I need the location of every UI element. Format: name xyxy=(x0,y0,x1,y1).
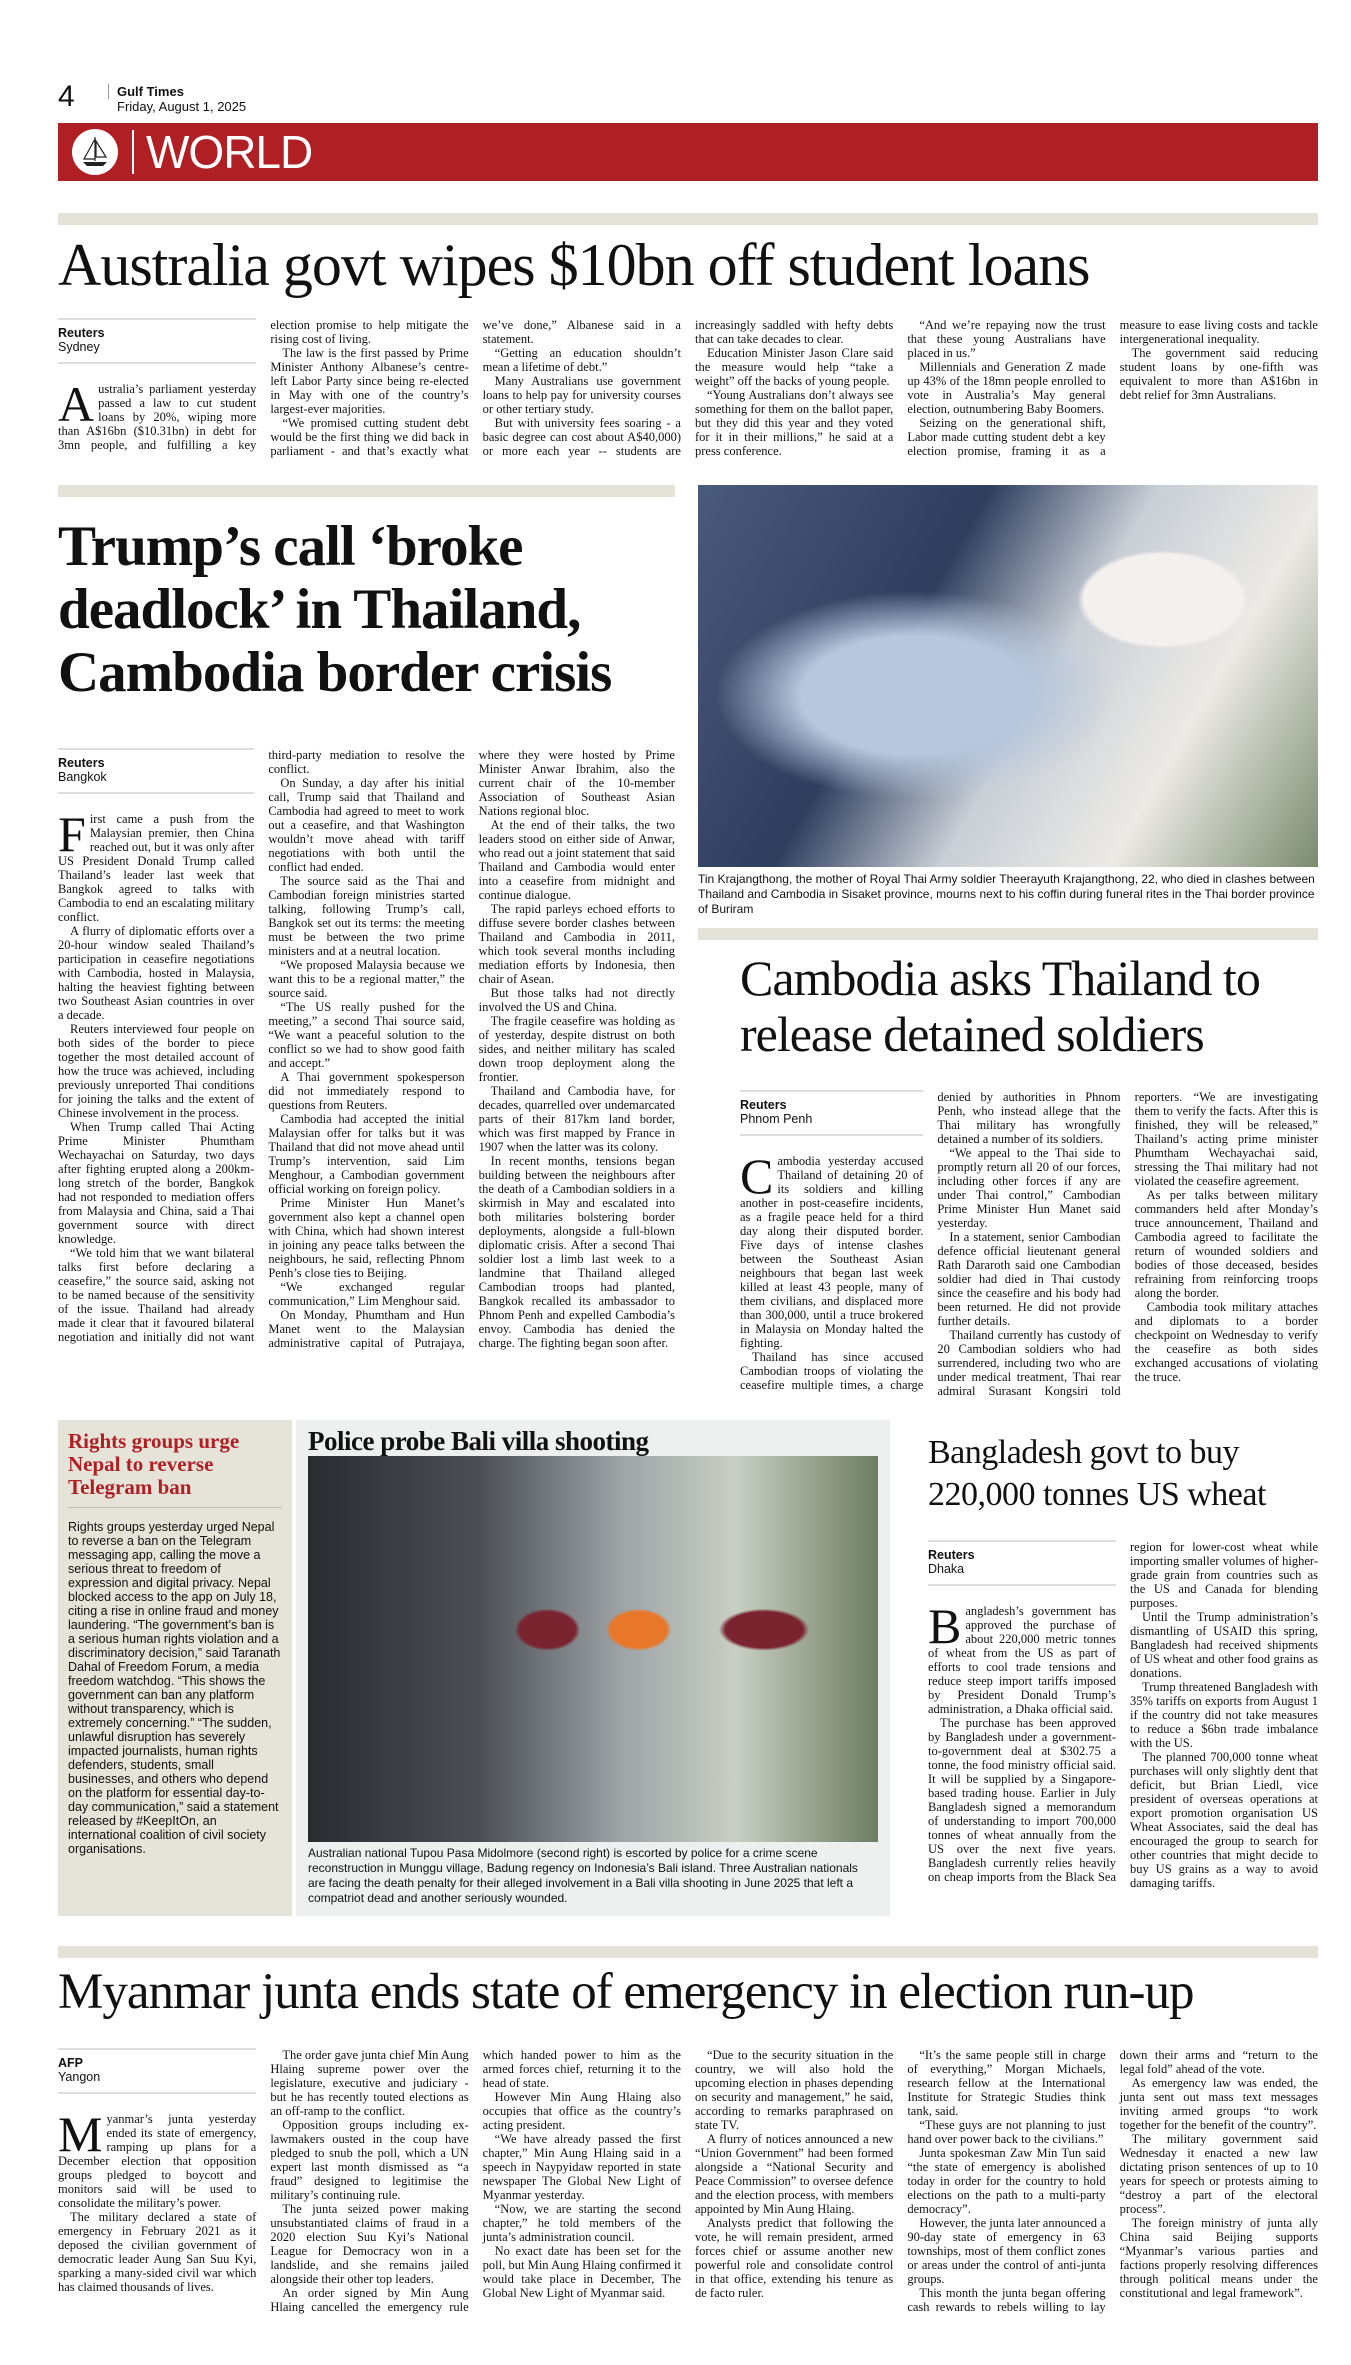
paragraph: The purchase has been approved by Bangladesh under a government-to-government deal at $302.75 a tonne, the food ministry official said. It will be supplied by a Singapore-based trading house. Earlier in July Bangladesh signed a memorandum of understanding to import 700,000 tonnes of wheat annually from the US over the next five years. Bangladesh currently relies heavily on cheap imports from the Black Sea region for lower-cost wheat while importing smaller volumes of higher-grade grain from countries such as the US and Canada for blending purposes. xyxy=(928,1540,1318,1884)
paragraph: Junta spokesman Zaw Min Tun said “the state of emergency is abolished today in order for the country to hold elections on the path to a multi-party democracy”. xyxy=(907,2146,1106,2216)
paragraph: Seizing on the generational shift, Labor made cutting student debt a key election promise, framing it as a measure to ease living costs and tackle intergenerational inequality. xyxy=(907,318,1318,458)
paragraph: “We proposed Malaysia because we want this to be a regional matter,” the source said. xyxy=(268,958,465,1000)
dateline: Dhaka xyxy=(928,1562,965,1576)
bali-police-photo xyxy=(308,1456,878,1842)
sidebar-headline: Rights groups urge Nepal to reverse Telegram ban xyxy=(68,1430,282,1508)
paragraph: Cambodia took military attaches and diplomats to a border checkpoint on Wednesday to verify the ceasefire as both sides exchanged accusations of violating the truce. xyxy=(1134,1300,1318,1384)
section-banner xyxy=(58,123,1318,181)
rule xyxy=(698,928,1318,940)
section-title: WORLD xyxy=(146,126,313,178)
paragraph: An order signed by Min Aung Hlaing cancelled the emergency rule which handed power to him as the armed forces chief, returning it to the head of state. xyxy=(270,2048,681,2314)
paragraph: “It’s the same people still in charge of everything,” Morgan Michaels, research fellow at the International Institute for Strategic Studies think tank, said. xyxy=(907,2048,1106,2118)
paragraph: When Trump called Thai Acting Prime Minister Phumtham Wechayachai on Saturday, two days after fighting erupted along a 200km-long stretch of the border, Bangkok had not responded to mediation offers from Malaysia and China, said a Thai government source with direct knowledge. xyxy=(58,1120,255,1246)
byline xyxy=(740,1090,923,1136)
paragraph: “We exchanged regular communication,” Lim Menghour said. xyxy=(268,1280,465,1308)
paragraph: “And we’re repaying now the trust that these young Australians have placed in us.” xyxy=(907,318,1106,360)
paragraph: Millennials and Generation Z made up 43% of the 18mn people enrolled to vote in Australia’s May general election, outnumbering Baby Boomers. xyxy=(907,360,1106,416)
paragraph: “Young Australians don’t always see something for them on the ballot paper, but they did this year and they voted for it in their millions,” he said at a press conference. xyxy=(694,388,894,458)
agency: Reuters xyxy=(740,1098,787,1112)
article-bangladesh xyxy=(928,1540,1318,1890)
paragraph: On Sunday, a day after his initial call, Trump said that Thailand and Cambodia had agreed to meet to work out a ceasefire, and that Washington wouldn’t move ahead with tariff negotiations with both until the conflict had ended. xyxy=(268,776,465,874)
paragraph: Education Minister Jason Clare said the measure would help “take a weight” off the backs of young people. xyxy=(694,346,894,388)
article-myanmar xyxy=(58,2048,1318,2314)
funeral-photo xyxy=(698,485,1318,867)
paragraph: A Thai government spokesperson did not immediately respond to questions from Reuters. xyxy=(268,1070,465,1112)
publication-name: Gulf Times xyxy=(108,84,184,99)
paragraph: The planned 700,000 tonne wheat purchases will only slightly dent that deficit, but Brian Liedl, vice president of overseas operations at export promotion organisation US Wheat Associates, said the deal has encouraged the group to search for other countries that might decide to buy US grains as a way to avoid damaging tariffs. xyxy=(1130,1750,1318,1890)
paragraph: A flurry of notices announced a new “Union Government” had been formed alongside a “National Security and Peace Commission” to oversee defence and the election process, with members appointed by Min Aung Hlaing. xyxy=(694,2132,894,2216)
paragraph: “Getting an education shouldn’t mean a lifetime of debt.” xyxy=(482,346,681,374)
rule xyxy=(58,1946,1318,1958)
paragraph: The junta seized power making unsubstantiated claims of fraud in a 2020 election Suu Kyi’s National League for Democracy won in a landslide, and she remains jailed alongside their other top leaders. xyxy=(270,2202,469,2286)
agency: Reuters xyxy=(58,326,105,340)
paragraph: A flurry of diplomatic efforts over a 20-hour window sealed Thailand’s participation in ceasefire negotiations with Cambodia, hosted in Malaysia, halting the heaviest fighting between two Southeast Asian countries in over a decade. xyxy=(58,924,255,1022)
headline-cambodia: Cambodia asks Thailand to release detained soldiers xyxy=(740,950,1260,1062)
paragraph: Thailand and Cambodia have, for decades, quarrelled over undemarcated parts of their 817km land border, which was first mapped by France in 1907 when the latter was its colony. xyxy=(478,1084,675,1154)
headline-trump-call: Trump’s call ‘broke deadlock’ in Thailand, Cambodia border crisis xyxy=(58,515,612,704)
paragraph: As per talks between military commanders held after Monday’s truce announcement, Thailand and Cambodia agreed to facilitate the return of wounded soldiers and bodies of those deceased, besides refraining from reinforcing troops along the border. xyxy=(1134,1188,1318,1300)
paragraph: Cambodia had accepted the initial Malaysian offer for talks but it was Thailand that did not move ahead until Trump’s intervention, said Lim Menghour, a Cambodian government official working on foreign policy. xyxy=(268,1112,465,1196)
paragraph: The fragile ceasefire was holding as of yesterday, despite distrust on both sides, and neither military has scaled down troop deployment along the frontier. xyxy=(478,1014,675,1084)
headline-australia: Australia govt wipes $10bn off student loans xyxy=(58,232,1090,298)
headline-myanmar: Myanmar junta ends state of emergency in election run-up xyxy=(58,1964,1194,2020)
headline-bangladesh: Bangladesh govt to buy 220,000 tonnes US wheat xyxy=(928,1434,1266,1513)
bali-headline: Police probe Bali villa shooting xyxy=(308,1426,649,1456)
agency: Reuters xyxy=(58,756,105,770)
dateline: Sydney xyxy=(58,340,100,354)
dhow-boat-icon xyxy=(72,129,118,175)
agency: Reuters xyxy=(928,1548,975,1562)
paragraph: Australia’s parliament yesterday passed a law to cut student loans by 20%, wiping more than A$16bn ($10.31bn) in debt for 3mn people, and fulfilling a key election promise to help mitigate the rising cost of living. xyxy=(58,318,469,452)
paragraph: “We appeal to the Thai side to promptly return all 20 of our forces, including other forces if any are under Thai control,” Cambodian Prime Minister Hun Manet said yesterday. xyxy=(937,1146,1121,1230)
byline xyxy=(58,318,256,364)
dateline: Phnom Penh xyxy=(740,1112,813,1126)
dateline: Bangkok xyxy=(58,770,107,784)
paragraph: The source said as the Thai and Cambodian foreign ministries started talking, following Trump’s call, Bangkok set out its terms: the meeting must be between the two prime ministers and at a neutral location. xyxy=(268,874,465,958)
sidebar-nepal xyxy=(58,1420,292,1916)
paragraph: The rapid parleys echoed efforts to diffuse severe border clashes between Thailand and Cambodia in 2011, which took several months including mediation efforts by Indonesia, then chair of Asean. xyxy=(478,902,675,986)
bali-photo-box xyxy=(296,1420,890,1916)
paragraph: Myanmar’s junta yesterday ended its state of emergency, ramping up plans for a December election that opposition groups pledged to boycott and monitors said will be used to consolidate the military’s power. xyxy=(58,2106,257,2210)
paragraph: In a statement, senior Cambodian defence official lieutenant general Rath Dararoth said one Cambodian soldier had died in Thai custody since the ceasefire and his body had been returned. He did not provide further details. xyxy=(937,1230,1121,1328)
paragraph: Trump threatened Bangladesh with 35% tariffs on exports from August 1 if the country did not take measures to reduce a $6bn trade imbalance with the US. xyxy=(1130,1680,1318,1750)
paragraph: Thailand has since accused Cambodian troops of violating the ceasefire multiple times, a charge denied by authorities in Phnom Penh, who instead allege that the Thai military has wrongfully detained a number of its soldiers. xyxy=(740,1090,1121,1392)
paragraph: On Monday, Phumtham and Hun Manet went to the Malaysian administrative capital of Putrajaya, where they were hosted by Prime Minister Anwar Ibrahim, also the current chair of the 10-member Association of Southeast Asian Nations regional bloc. xyxy=(268,748,675,1350)
section-divider xyxy=(132,130,134,174)
byline xyxy=(58,2048,256,2094)
paragraph: As emergency law was ended, the junta sent out mass text messages inviting armed groups “to work together for the benefit of the country”. xyxy=(1119,2076,1318,2132)
paragraph: Reuters interviewed four people on both sides of the border to piece together the most detailed account of how the truce was achieved, including previously unreported Thai conditions for joining the talks and the extent of Chinese involvement in the process. xyxy=(58,1022,255,1120)
rule xyxy=(58,213,1318,225)
paragraph: The military government said Wednesday it enacted a new law dictating prison sentences of up to 10 years for speech or protests aiming to “destroy a part of the electoral process”. xyxy=(1119,2132,1318,2216)
paragraph: Until the Trump administration’s dismantling of USAID this spring, Bangladesh had received shipments of US wheat and other food grains as donations. xyxy=(1130,1610,1318,1680)
paragraph: Bangladesh’s government has approved the purchase of about 220,000 metric tonnes of wheat from the US as part of efforts to cool trade tensions and reduce steep import tariffs imposed by President Donald Trump’s administration, a Dhaka official said. xyxy=(928,1598,1116,1716)
paragraph: “We promised cutting student debt would be the first thing we did back in parliament - and that’s exactly what we’ve done,” Albanese said in a statement. xyxy=(270,318,681,458)
paragraph: However, the junta later announced a 90-day state of emergency in 63 townships, most of them conflict zones or areas under the control of anti-junta groups. xyxy=(907,2216,1106,2286)
paragraph: Cambodia yesterday accused Thailand of detaining 20 of its soldiers and killing another in post-ceasefire incidents, as a fragile peace held for a third day along their disputed border. Five days of intense clashes between the Southeast Asian neighbours that began last week killed at least 43 people, many of them civilians, and displaced more than 300,000, until a truce brokered in Malaysia on Monday halted the fighting. xyxy=(740,1148,924,1350)
article-australia xyxy=(58,318,1318,458)
paragraph: Prime Minister Hun Manet’s government also kept a channel open with China, which had shown interest in joining any peace talks between the neighbours, he said, reflecting Phnom Penh’s close ties to Beijing. xyxy=(268,1196,465,1280)
paragraph: This month the junta began offering cash rewards to rebels willing to lay down their arms and “return to the legal fold” ahead of the vote. xyxy=(907,2048,1318,2314)
paragraph: However Min Aung Hlaing also occupies that office as the country’s acting president. xyxy=(482,2090,681,2132)
paragraph: But with university fees soaring - a basic degree can cost about A$40,000) or more each year -- students are increasingly saddled with hefty debts that can take decades to clear. xyxy=(482,318,894,458)
photo-caption: Tin Krajangthong, the mother of Royal Thai Army soldier Theerayuth Krajangthong, 22, who died in clashes between Thailand and Cambodia in Sisaket province, mourns next to his coffin during funeral rites in the Thai border province of Buriram xyxy=(698,872,1315,916)
paragraph: The foreign ministry of junta ally China said Beijing supports “Myanmar’s various parties and factions properly resolving differences through political means under the constitutional and legal framework”. xyxy=(1119,2216,1318,2300)
bali-caption: Australian national Tupou Pasa Midolmore (second right) is escorted by police for a crime scene reconstruction in Munggu village, Badung regency on Indonesia’s Bali island. Three Australian nationals are facing the death penalty for their alleged involvement in a Bali villa shooting in June 2025 that left a compatriot dead and another seriously wounded. xyxy=(308,1846,858,1905)
paragraph: The military declared a state of emergency in February 2021 as it deposed the civilian government of democratic leader Aung San Suu Kyi, sparking a many-sided civil war which has claimed thousands of lives. xyxy=(58,2210,257,2294)
paragraph: “Due to the security situation in the country, we will also hold the upcoming election in phases depending on security and management,” he said, according to remarks paraphrased on state TV. xyxy=(694,2048,894,2132)
article-cambodia xyxy=(740,1090,1318,1398)
sidebar-text: Rights groups yesterday urged Nepal to reverse a ban on the Telegram messaging app, calling the move a serious threat to freedom of expression and digital privacy. Nepal blocked access to the app on July 18, citing a rise in online fraud and money laundering. “The government’s ban is a serious human rights violation and a discriminatory decision,” said Taranath Dahal of Freedom Forum, a media freedom watchdog. “This shows the government can ban any platform without transparency, which is extremely concerning.” “The sudden, unlawful disruption has severely impacted journalists, human rights defenders, students, small businesses, and others who depend on the platform for essential day-to-day communication,” said a statement released by #KeepItOn, an international coalition of civil society organisations. xyxy=(68,1520,281,1856)
paragraph: The government said reducing student loans by one-fifth was equivalent to more than A$16bn in debt relief for 3mn Australians. xyxy=(1119,346,1318,402)
paragraph: Thailand currently has custody of 20 Cambodian soldiers who had surrendered, including two who are under medical treatment, Thai rear admiral Surasant Kongsiri told reporters. “We are investigating them to verify the facts. After this is finished, they will be released,” Thailand’s acting prime minister Phumtham Wechayachai said, stressing the Thai military had not violated the ceasefire agreement. xyxy=(937,1090,1318,1398)
paragraph: “The US really pushed for the meeting,” a second Thai source said, “We want a peaceful solution to the conflict so we had to show good faith and accept.” xyxy=(268,1000,465,1070)
rule xyxy=(58,485,675,497)
byline xyxy=(928,1540,1116,1586)
agency: AFP xyxy=(58,2056,83,2070)
paragraph: “We told him that we want bilateral talks first before declaring a ceasefire,” the source said, asking not to be named because of the sensitivity of the issue. Thailand had already made it clear that it favoured bilateral negotiation and initially did not want third-party mediation to resolve the conflict. xyxy=(58,748,465,1344)
paragraph: Many Australians use government loans to help pay for university courses or other tertiary study. xyxy=(482,374,681,416)
dateline: Yangon xyxy=(58,2070,101,2084)
paragraph: In recent months, tensions began building between the neighbours after the death of a Cambodian soldiers in a skirmish in May and escalated into both militaries bolstering border deployments, alongside a full-blown diplomatic crisis. After a second Thai soldier lost a limb last week to a landmine that Thailand alleged Cambodian troops had planted, Bangkok recalled its ambassador to Phnom Penh and expelled Cambodia’s envoy. Cambodia has denied the charge. The fighting began soon after. xyxy=(478,1154,675,1350)
paragraph: “We have already passed the first chapter,” Min Aung Hlaing said in a speech in Naypyidaw reported in state newspaper The Global New Light of Myanmar yesterday. xyxy=(482,2132,681,2202)
paragraph: Opposition groups including ex-lawmakers ousted in the coup have pledged to snub the poll, which a UN expert last month dismissed as “a fraud” designed to legitimise the military’s continuing rule. xyxy=(270,2118,469,2202)
paragraph: “Now, we are starting the second chapter,” he told members of the junta’s administration council. xyxy=(482,2202,681,2244)
byline xyxy=(58,748,254,794)
paragraph: But those talks had not directly involved the US and China. xyxy=(478,986,675,1014)
article-trump-call xyxy=(58,748,675,1350)
paragraph: The order gave junta chief Min Aung Hlaing supreme power over the legislature, executive and judiciary - but he has recently touted elections as an off-ramp to the conflict. xyxy=(270,2048,469,2118)
paragraph: The law is the first passed by Prime Minister Anthony Albanese’s centre-left Labor Party since being re-elected in May with one of the country’s largest-ever majorities. xyxy=(270,346,469,416)
publication-date: Friday, August 1, 2025 xyxy=(117,99,247,114)
paragraph: Analysts predict that following the vote, he will remain president, armed forces chief or assume another new powerful role and consolidate control in that office, extending his tenure as de facto ruler. xyxy=(694,2216,894,2300)
page-number: 4 xyxy=(58,80,75,113)
paragraph: At the end of their talks, the two leaders stood on either side of Anwar, who read out a joint statement that said Thailand and Cambodia would enter into a ceasefire from midnight and continue dialogue. xyxy=(478,818,675,902)
paragraph: First came a push from the Malaysian premier, then China reached out, but it was only after US President Donald Trump called Thailand’s leader last week that Bangkok agreed to talks with Cambodia to end an escalating military conflict. xyxy=(58,806,255,924)
paragraph: No exact date has been set for the poll, but Min Aung Hlaing confirmed it would take place in December, The Global New Light of Myanmar said. xyxy=(482,2244,681,2300)
paragraph: “These guys are not planning to just hand over power back to the civilians.” xyxy=(907,2118,1106,2146)
